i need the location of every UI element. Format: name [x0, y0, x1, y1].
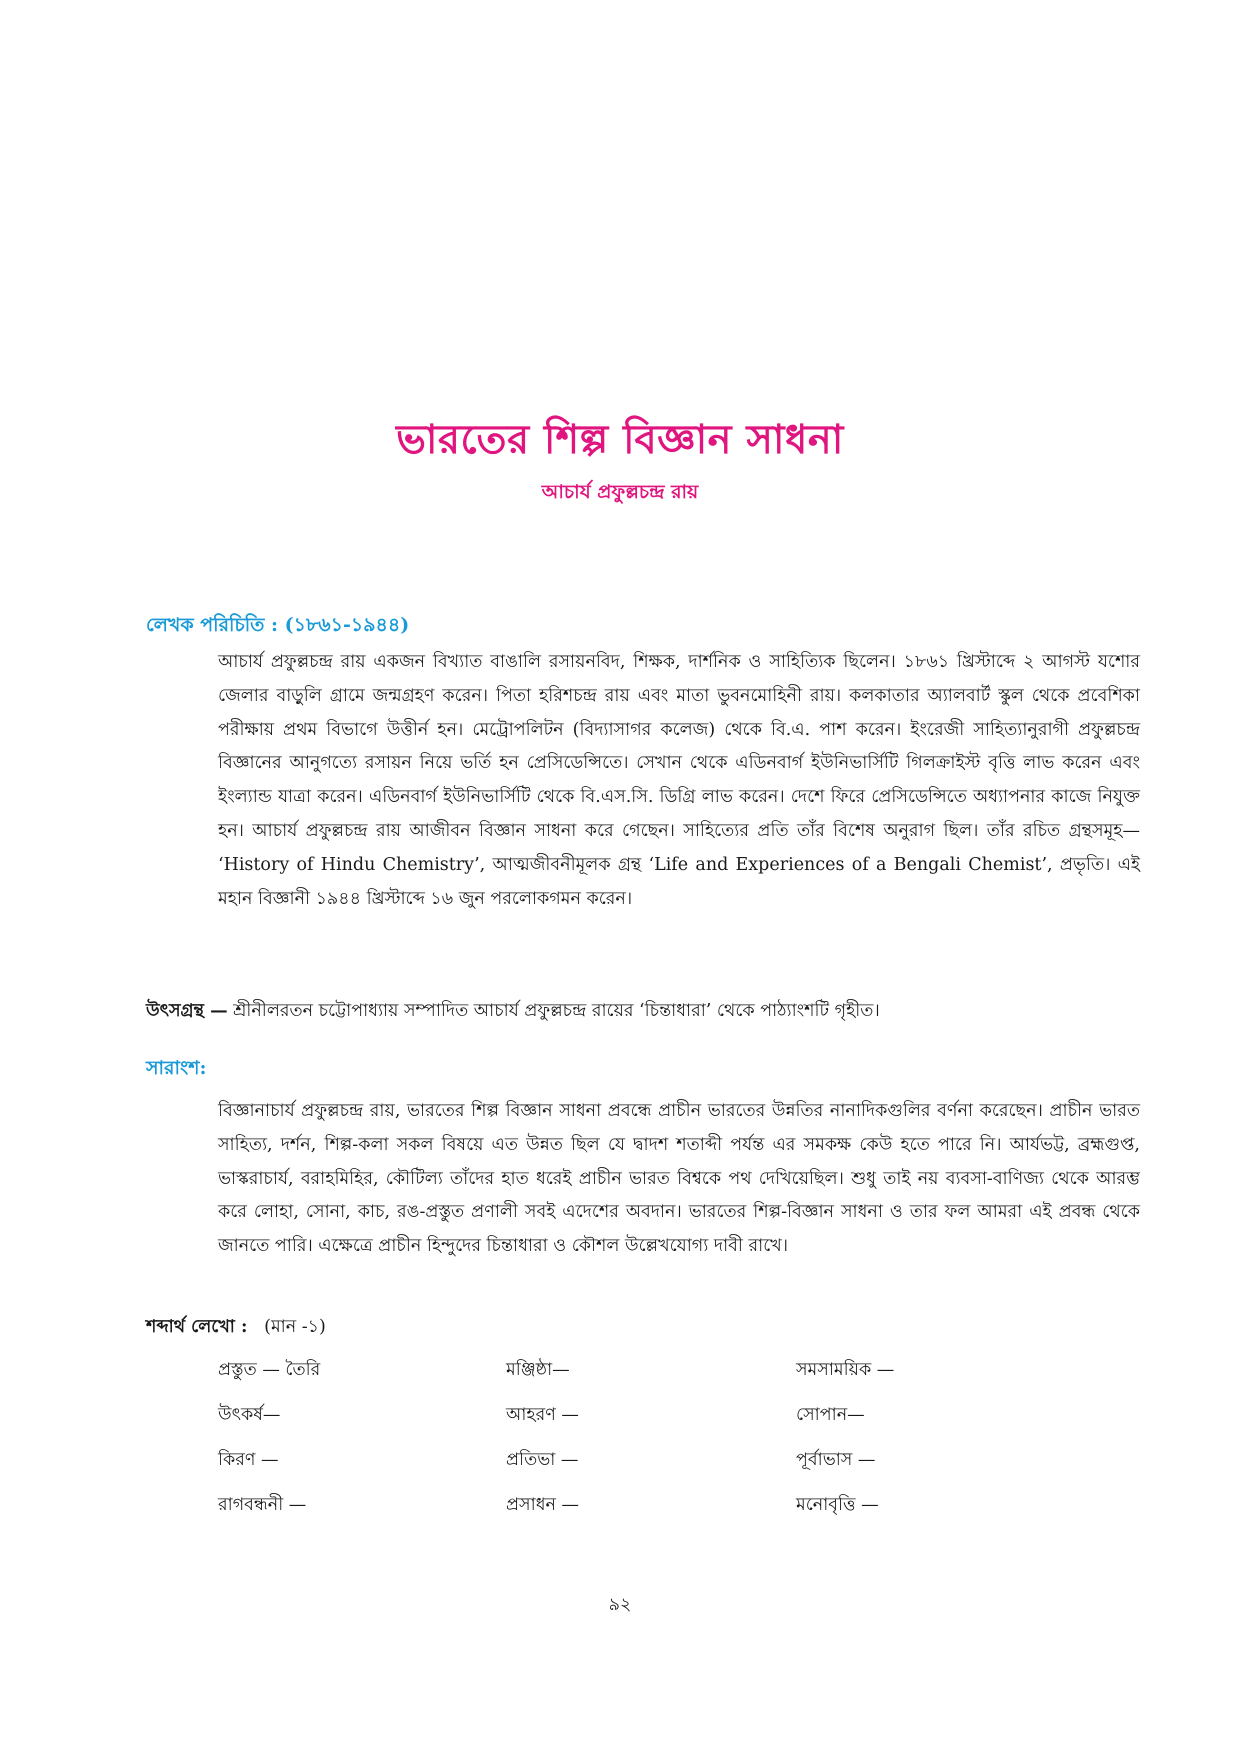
word-meaning-marks: (মান -১) — [264, 1317, 326, 1337]
source-label: উৎসগ্রন্থ — — [146, 1001, 228, 1021]
word-item: রাগবন্ধনী — — [218, 1495, 307, 1515]
author-bio-text: আচার্য প্রফুল্লচন্দ্র রায় একজন বিখ্যাত বাঙালি রসায়নবিদ, শিক্ষক, দার্শনিক ও সাহিত্যিক ছিলেন। ১৮৬১ খ্রিস্টাব্দে ২ আগস্ট যশোর জেলার বাড়ুলি গ্রামে জন্মগ্রহণ করেন। পিতা হরিশচন্দ্র রায় এবং মাতা ভুবনমোহিনী রায়। কলকাতার অ্যালবার্ট স্কুল থেকে প্রবেশিকা পরীক্ষায় প্রথম বিভাগে উত্তীর্ন হন। মেট্রোপলিটন (বিদ্যাসাগর কলেজ) থেকে বি.এ. পাশ করেন। ইংরেজী সাহিত্যানুরাগী প্রফুল্লচন্দ্র বিজ্ঞানের আনুগত্যে রসায়ন নিয়ে ভর্তি হন প্রেসিডেন্সিতে। সেখান থেকে এডিনবার্গ ইউনিভার্সিটি গিলক্রাইস্ট বৃত্তি লাভ করেন এবং ইংল্যান্ড যাত্রা করেন। এডিনবার্গ ইউনিভার্সিটি থেকে বি.এস.সি. ডিগ্রি লাভ করেন। দেশে ফিরে প্রেসিডেন্সিতে অধ্যাপনার কাজে নিযুক্ত হন। আচার্য প্রফুল্লচন্দ্র রায় আজীবন বিজ্ঞান সাধনা করে গেছেন। সাহিত্যের প্রতি তাঁর বিশেষ অনুরাগ ছিল। তাঁর রচিত গ্রন্থসমূহ— ‘History of Hindu Chemistry’, আত্মজীবনীমূলক গ্রন্থ ‘Life and Experiences of a Bengali Chemist’, প্রভৃতি। এই মহান বিজ্ঞানী ১৯৪৪ খ্রিস্টাব্দে ১৬ জুন পরলোকগমন করেন। — [218, 652, 1140, 909]
word-item: মঞ্জিষ্ঠা— — [506, 1360, 570, 1380]
author-bio-label: লেখক পরিচিতি : (১৮৬১-১৯৪৪) — [146, 614, 410, 636]
word-item: প্রসাধন — — [506, 1495, 580, 1515]
page-number: ৯২ — [608, 1595, 632, 1615]
word-item: আহরণ — — [506, 1405, 579, 1425]
word-item: মনোবৃত্তি — — [796, 1495, 879, 1515]
source-text: শ্রীনীলরতন চট্টোপাধ্যায় সম্পাদিত আচার্য প্রফুল্লচন্দ্র রায়ের ‘চিন্তাধারা’ থেকে পাঠ্যাংশটি গৃহীত। — [233, 1001, 880, 1021]
word-item: কিরণ — — [218, 1450, 279, 1470]
word-meaning-label: শব্দার্থ লেখো : — [146, 1317, 248, 1337]
word-meaning-grid — [218, 1356, 978, 1519]
word-meaning-heading — [146, 1314, 326, 1343]
summary-label: সারাংশ: — [146, 1057, 207, 1079]
word-item: পূর্বাভাস — — [796, 1450, 876, 1470]
word-item: সোপান— — [796, 1405, 865, 1425]
word-item: প্রস্তুত — তৈরি — [218, 1360, 321, 1380]
chapter-title: ভারতের শিল্প বিজ্ঞান সাধনা — [396, 416, 844, 463]
word-item: প্রতিভা — — [506, 1450, 579, 1470]
chapter-author: আচার্য প্রফুল্লচন্দ্র রায় — [541, 481, 699, 503]
word-item: সমসাময়িক — — [796, 1360, 895, 1380]
summary-text: বিজ্ঞানাচার্য প্রফুল্লচন্দ্র রায়, ভারতের শিল্প বিজ্ঞান সাধনা প্রবন্ধে প্রাচীন ভারতের উন্নতির নানাদিকগুলির বর্ণনা করেছেন। প্রাচীন ভারত সাহিত্য, দর্শন, শিল্প-কলা সকল বিষয়ে এত উন্নত ছিল যে দ্বাদশ শতাব্দী পর্যন্ত এর সমকক্ষ কেউ হতে পারে নি। আর্যভট্ট, ব্রহ্মগুপ্ত, ভাস্করাচার্য, বরাহমিহির, কৌটিল্য তাঁদের হাত ধরেই প্রাচীন ভারত বিশ্বকে পথ দেখিয়েছিল। শুধু তাই নয় ব্যবসা-বাণিজ্য থেকে আরম্ভ করে লোহা, সোনা, কাচ, রঙ-প্রস্তুত প্রণালী সবই এদেশের অবদান। ভারতের শিল্প-বিজ্ঞান সাধনা ও তার ফল আমরা এই প্রবন্ধ থেকে জানতে পারি। এক্ষেত্রে প্রাচীন হিন্দুদের চিন্তাধারা ও কৌশল উল্লেখযোগ্য দাবী রাখে। — [218, 1101, 1140, 1257]
source-line — [146, 996, 1140, 1026]
word-item: উৎকর্ষ— — [218, 1405, 281, 1425]
